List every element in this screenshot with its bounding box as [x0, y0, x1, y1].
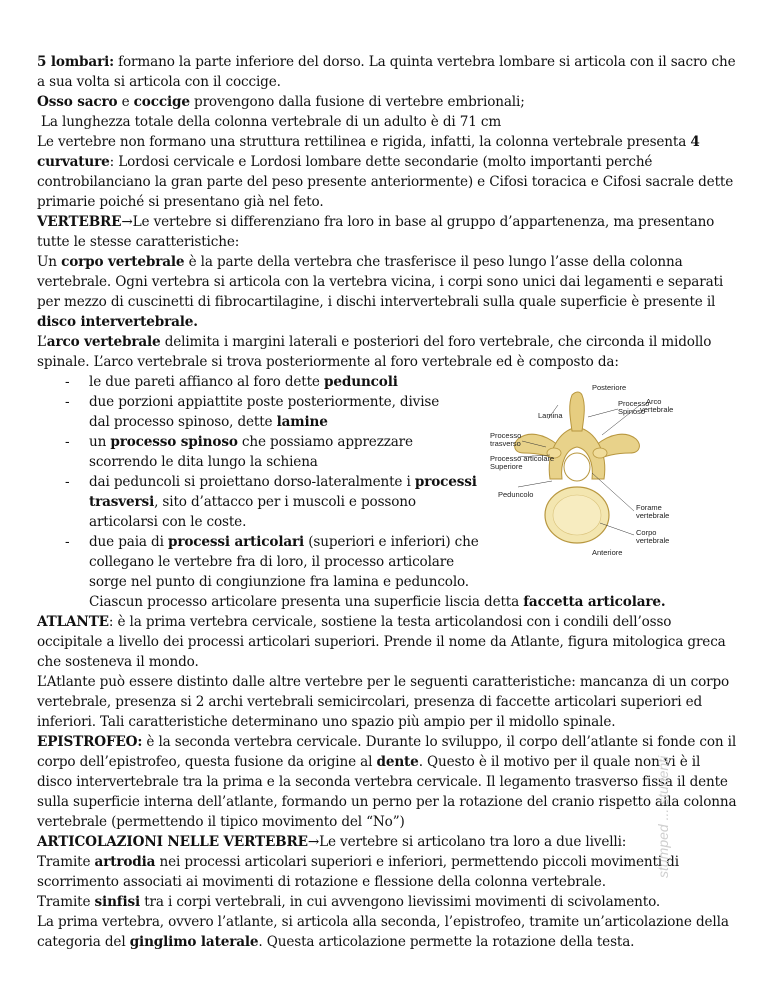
paragraph-curvature	[37, 132, 737, 212]
paragraph-atlante	[37, 612, 737, 672]
text-run: e	[117, 94, 134, 110]
paragraph-arco-vertebrale	[37, 332, 737, 372]
vertebral-body-center	[553, 495, 601, 535]
text-run: , sito d’attacco per i muscoli e possono articolarsi con le coste.	[89, 494, 416, 530]
text-run: . Questo è il motivo per il quale non vi è il disco intervertebrale tra la prima e la seconda vertebra cervicale. Il legamento trasverso fissa il dente sulla superficie interna dell’atlante, formando un perno per la rotazione del cranio rispetto alla colonna vertebrale (permettendo il tipico movimento del “No”)	[37, 754, 737, 830]
paragraph-atlante-caratteristiche	[37, 672, 737, 732]
bold-term: Osso sacro	[37, 94, 118, 110]
bold-term: 5 lombari:	[37, 54, 114, 70]
text-run: è la seconda vertebra cervicale. Durante lo sviluppo, il corpo dell’atlante si fonde con il corpo dell’epistrofeo, questa fusione da origine al	[37, 734, 737, 770]
label-processo-articolare-2: Superiore	[490, 462, 523, 471]
text-run: . Questa articolazione permette la rotazione della testa.	[258, 934, 635, 950]
text-run: : è la prima vertebra cervicale, sostiene la testa articolandosi con i condili dell’osso occipitale a livello dei processi articolari superiori. Prende il nome da Atlante, figura mitologica greca che sosteneva il mondo.	[37, 614, 726, 670]
label-processo-articolare-1: Processo articolare	[490, 454, 555, 463]
vertebral-foramen	[564, 453, 590, 481]
arco-components-list	[37, 372, 485, 592]
paragraph-artrodia	[37, 852, 737, 892]
bold-term: EPISTROFEO:	[37, 734, 143, 750]
text-run: : Lordosi cervicale e Lordosi lombare dette secondarie (molto importanti perché controbilanciano la gran parte del peso presente anteriormente) e Cifosi toracica e Cifosi sacrale dette primarie poiché si presentano già nel feto.	[37, 154, 734, 210]
text-run: tra i corpi vertebrali, in cui avvengono lievissimi movimenti di scivolamento.	[140, 894, 661, 910]
bold-term: processi articolari	[167, 534, 305, 550]
text-run: L’	[37, 334, 47, 350]
bold-term: ARTICOLAZIONI NELLE VERTEBRE	[37, 834, 308, 850]
label-anteriore: Anteriore	[592, 548, 623, 557]
label-corpo-2: vertebrale	[636, 536, 670, 545]
bold-term: coccige	[133, 94, 190, 110]
paragraph-faccetta	[37, 592, 737, 612]
label-posteriore: Posteriore	[592, 383, 627, 392]
bold-term: ATLANTE	[37, 614, 109, 630]
text-run: delimita i margini laterali e posteriori del foro vertebrale, che circonda il midollo spinale. L’arco vertebrale si trova posteriormente al foro vertebrale ed è composto da:	[37, 334, 712, 370]
text-run: due paia di	[89, 534, 168, 550]
text-run: →Le vertebre si differenziano fra loro in base al gruppo d’appartenenza, ma presentano tutte le stesse caratteristiche:	[37, 214, 715, 250]
label-forame-2: vertebrale	[636, 511, 670, 520]
list-item-lamine	[65, 392, 459, 432]
bold-term: VERTEBRE	[37, 214, 122, 230]
text-run: (superiori e inferiori) che collegano le vertebre fra di loro, il processo articolare sorge nel punto di congiunzione fra lamina e peduncolo.	[89, 534, 479, 590]
articular-process-right	[593, 448, 607, 458]
text-run: Le vertebre non formano una struttura rettilinea e rigida, infatti, la colonna vertebrale presenta	[37, 134, 691, 150]
text-run: dai peduncoli si proiettano dorso-lateralmente i	[89, 474, 415, 490]
vertebra-svg	[488, 383, 674, 561]
text-run: due porzioni appiattite poste posteriormente, divise dal processo spinoso, dette	[89, 394, 440, 430]
paragraph-corpo-vertebrale	[37, 252, 737, 332]
label-processo-trasverso-2: trasverso	[490, 439, 521, 448]
label-arco-1: Arco	[646, 397, 662, 406]
text-run: provengono dalla fusione di vertebre embrionali;	[189, 94, 525, 110]
text-run: Tramite	[37, 854, 95, 870]
list-item-peduncoli	[65, 372, 459, 392]
paragraph-sinfisi	[37, 892, 737, 912]
text-run: La prima vertebra, ovvero l’atlante, si articola alla seconda, l’epistrofeo, tramite un’articolazione della categoria del	[37, 914, 729, 950]
text-run: un	[89, 434, 111, 450]
bold-term: dente	[376, 754, 419, 770]
bold-term: faccetta articolare.	[523, 594, 666, 610]
bold-term: ginglimo laterale	[129, 934, 259, 950]
text-run: le due pareti affianco al foro dette	[89, 374, 324, 390]
text-run: La lunghezza totale della colonna vertebrale di un adulto è di 71 cm	[41, 114, 502, 130]
bold-term: arco vertebrale	[46, 334, 161, 350]
bold-term: peduncoli	[324, 374, 398, 390]
bold-term: lamine	[276, 414, 328, 430]
watermark: stumped ... studenti	[655, 755, 671, 878]
bold-term: artrodia	[94, 854, 156, 870]
label-corpo-1: Corpo	[636, 528, 657, 537]
paragraph-epistrofeo	[37, 732, 737, 832]
text-run: →Le vertebre si articolano tra loro a due livelli:	[307, 834, 627, 850]
paragraph-vertebre	[37, 212, 737, 252]
label-processo-spinoso-2: Spinoso	[618, 407, 646, 416]
paragraph-articolazioni	[37, 832, 737, 852]
spinous-process	[570, 392, 585, 431]
list-item-processi-articolari	[65, 532, 481, 592]
paragraph-lombari	[37, 52, 737, 92]
text-run: L’Atlante può essere distinto dalle altre vertebre per le seguenti caratteristiche: mancanza di un corpo vertebrale, presenza si 2 archi vertebrali semicircolari, presenza di faccette articolari superiori ed inferiori. Tali caratteristiche determinano uno spazio più ampio per il midollo spinale.	[37, 674, 730, 730]
bold-term: processi trasversi	[89, 474, 477, 510]
paragraph-sacro-coccige	[37, 92, 737, 112]
text-run: nei processi articolari superiori e inferiori, permettendo piccoli movimenti di scorrimento associati ai movimenti di rotazione e flessione della colonna vertebrale.	[37, 854, 679, 890]
bold-term: disco intervertebrale.	[37, 314, 198, 330]
bold-term: processo spinoso	[110, 434, 238, 450]
bold-term: corpo vertebrale	[61, 254, 185, 270]
label-processo-trasverso-1: Processo	[490, 431, 522, 440]
text-run: Un	[37, 254, 62, 270]
list-item-processi-trasversi	[65, 472, 481, 532]
text-run: Tramite	[37, 894, 95, 910]
label-processo-spinoso-1: Processo	[618, 399, 650, 408]
bold-term: sinfisi	[94, 894, 141, 910]
paragraph-lunghezza	[37, 112, 737, 132]
label-forame-1: Forame	[636, 503, 662, 512]
paragraph-ginglimo	[37, 912, 737, 952]
label-lamina: Lamina	[538, 411, 563, 420]
text-run: Ciascun processo articolare presenta una superficie liscia detta	[89, 594, 524, 610]
vertebra-illustration	[488, 383, 674, 561]
text-run: che possiamo apprezzare scorrendo le dita lungo la schiena	[89, 434, 413, 470]
list-item-processo-spinoso	[65, 432, 419, 472]
text-run: formano la parte inferiore del dorso. La quinta vertebra lombare si articola con il sacro che a sua volta si articola con il coccige.	[37, 54, 736, 90]
text-run: è la parte della vertebra che trasferisce il peso lungo l’asse della colonna vertebrale. Ogni vertebra si articola con la vertebra vicina, i corpi sono unici dai legamenti e separati per mezzo di cuscinetti di fibrocartilagine, i dischi intervertebrali sulla quale superficie è presente il	[37, 254, 724, 310]
bold-term: 4 curvature	[37, 134, 700, 170]
label-arco-2: vertebrale	[640, 405, 674, 414]
label-peduncolo: Peduncolo	[498, 490, 534, 499]
